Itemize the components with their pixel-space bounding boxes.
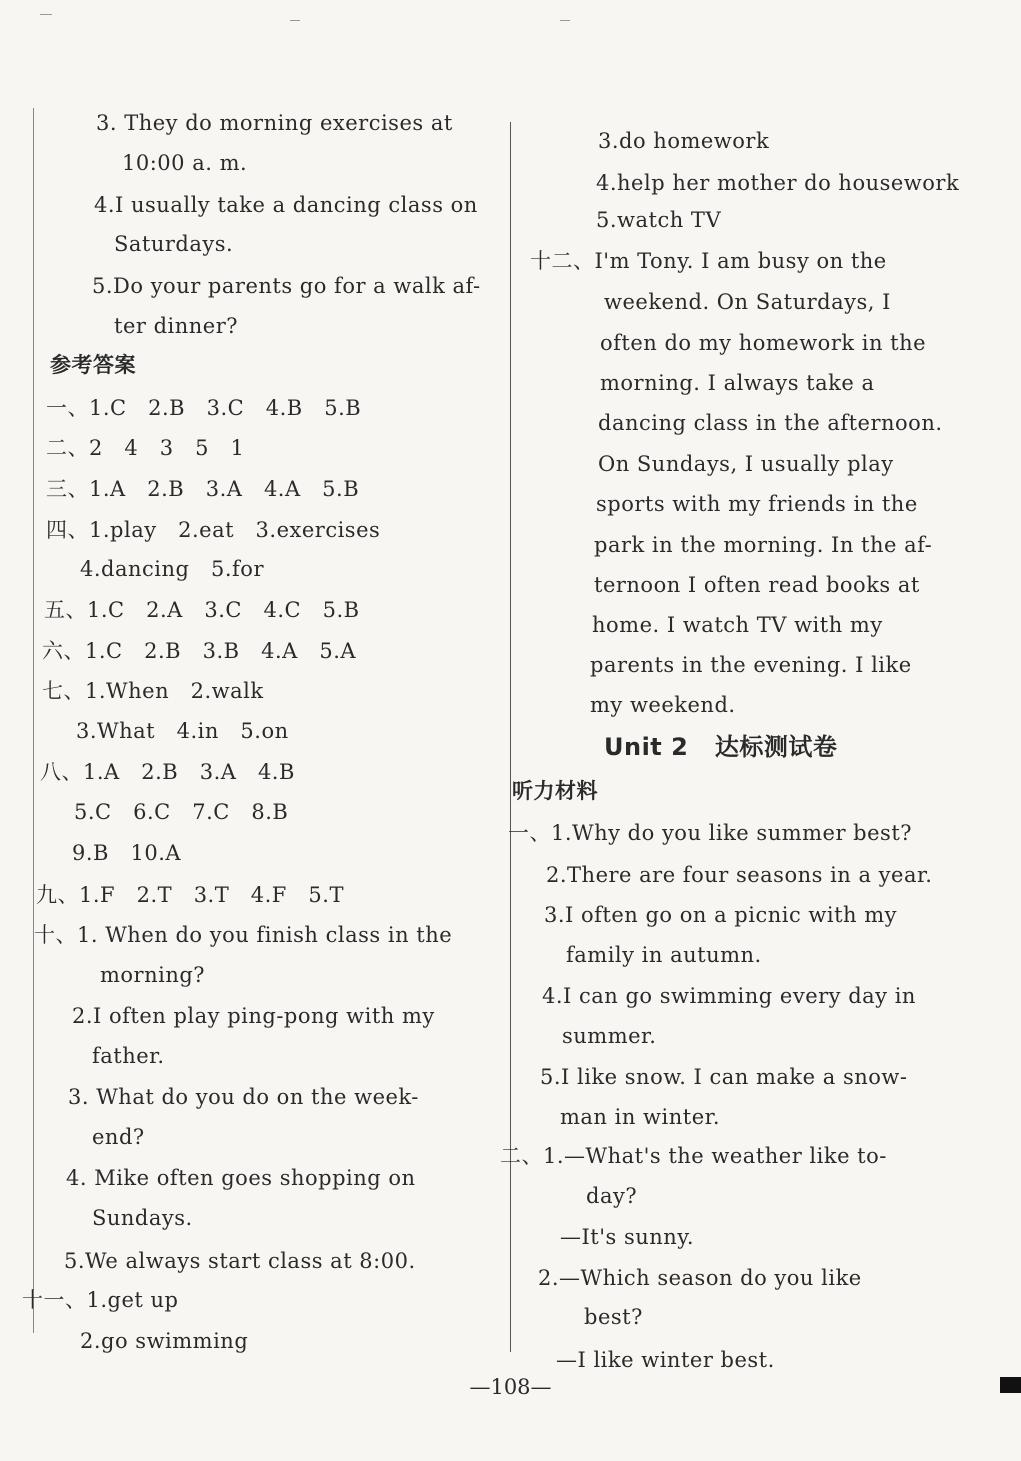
text-line: parents in the evening. I like bbox=[590, 653, 912, 677]
listening-line: 二、1.—What's the weather like to- bbox=[500, 1144, 887, 1168]
text-line: 3.do homework bbox=[598, 129, 770, 153]
answers-heading: 参考答案 bbox=[50, 353, 136, 377]
listening-line: man in winter. bbox=[560, 1105, 721, 1129]
answer-line: 5.We always start class at 8:00. bbox=[64, 1249, 416, 1273]
answer-line: 十、1. When do you finish class in the bbox=[34, 923, 453, 947]
text-line: ter dinner? bbox=[114, 314, 239, 338]
answer-line: 4. Mike often goes shopping on bbox=[66, 1166, 416, 1190]
answer-line: father. bbox=[92, 1044, 165, 1068]
listening-line: family in autumn. bbox=[566, 943, 762, 967]
text-line: park in the morning. In the af- bbox=[594, 533, 933, 557]
answer-line: 9.B 10.A bbox=[72, 841, 182, 865]
text-line: On Sundays, I usually play bbox=[598, 452, 894, 476]
scan-speck bbox=[290, 20, 300, 21]
listening-line: 2.There are four seasons in a year. bbox=[546, 863, 933, 887]
answer-line: 一、1.C 2.B 3.C 4.B 5.B bbox=[46, 396, 362, 420]
listening-line: summer. bbox=[562, 1024, 657, 1048]
text-line: 5.watch TV bbox=[596, 208, 722, 232]
page-number: —108— bbox=[469, 1375, 552, 1399]
answer-line: 2.I often play ping-pong with my bbox=[72, 1004, 435, 1028]
scan-speck bbox=[40, 14, 52, 15]
answer-line: 二、2 4 3 5 1 bbox=[46, 436, 245, 460]
text-line: home. I watch TV with my bbox=[592, 613, 883, 637]
text-line: 5.Do your parents go for a walk af- bbox=[92, 274, 481, 298]
answer-line: morning? bbox=[100, 963, 206, 987]
answer-line: 四、1.play 2.eat 3.exercises bbox=[46, 518, 381, 542]
text-line: often do my homework in the bbox=[600, 331, 927, 355]
answer-line: Sundays. bbox=[92, 1206, 193, 1230]
answer-line: 十一、1.get up bbox=[22, 1288, 179, 1312]
text-line: weekend. On Saturdays, I bbox=[604, 290, 891, 314]
text-line: 10:00 a. m. bbox=[122, 151, 248, 175]
answer-line: 九、1.F 2.T 3.T 4.F 5.T bbox=[36, 883, 344, 907]
answer-line: 五、1.C 2.A 3.C 4.C 5.B bbox=[44, 598, 360, 622]
listening-line: 2.—Which season do you like bbox=[538, 1266, 862, 1290]
answer-line: 4.dancing 5.for bbox=[80, 557, 264, 581]
scan-speck bbox=[560, 20, 570, 21]
text-line: 4.I usually take a dancing class on bbox=[94, 193, 478, 217]
answer-line: 3.What 4.in 5.on bbox=[76, 719, 289, 743]
listening-line: day? bbox=[586, 1184, 638, 1208]
answer-line: 2.go swimming bbox=[80, 1329, 249, 1353]
answer-line: 七、1.When 2.walk bbox=[42, 679, 264, 703]
text-line: morning. I always take a bbox=[600, 371, 875, 395]
text-line: 3. They do morning exercises at bbox=[96, 111, 453, 135]
answer-line: 三、1.A 2.B 3.A 4.A 5.B bbox=[46, 477, 360, 501]
answer-line: 3. What do you do on the week- bbox=[68, 1085, 419, 1109]
answer-line: end? bbox=[92, 1125, 145, 1149]
text-line: dancing class in the afternoon. bbox=[598, 411, 943, 435]
listening-line: —I like winter best. bbox=[556, 1348, 775, 1372]
answer-line: 5.C 6.C 7.C 8.B bbox=[74, 800, 289, 824]
text-line: 4.help her mother do housework bbox=[596, 171, 960, 195]
listening-line: best? bbox=[584, 1305, 643, 1329]
text-line: my weekend. bbox=[590, 693, 736, 717]
text-line: Saturdays. bbox=[114, 232, 234, 256]
text-line: ternoon I often read books at bbox=[594, 573, 920, 597]
text-line: sports with my friends in the bbox=[596, 492, 918, 516]
unit-title: Unit 2 达标测试卷 bbox=[604, 733, 838, 761]
listening-heading: 听力材料 bbox=[512, 779, 598, 803]
listening-line: 一、1.Why do you like summer best? bbox=[508, 821, 913, 845]
left-margin-rule bbox=[33, 108, 34, 1333]
listening-line: 5.I like snow. I can make a snow- bbox=[540, 1065, 908, 1089]
listening-line: 3.I often go on a picnic with my bbox=[544, 903, 897, 927]
answer-line: 八、1.A 2.B 3.A 4.B bbox=[40, 760, 295, 784]
listening-line: —It's sunny. bbox=[560, 1225, 695, 1249]
text-line: 十二、I'm Tony. I am busy on the bbox=[530, 249, 887, 273]
listening-line: 4.I can go swimming every day in bbox=[542, 984, 916, 1008]
answer-line: 六、1.C 2.B 3.B 4.A 5.A bbox=[42, 639, 357, 663]
